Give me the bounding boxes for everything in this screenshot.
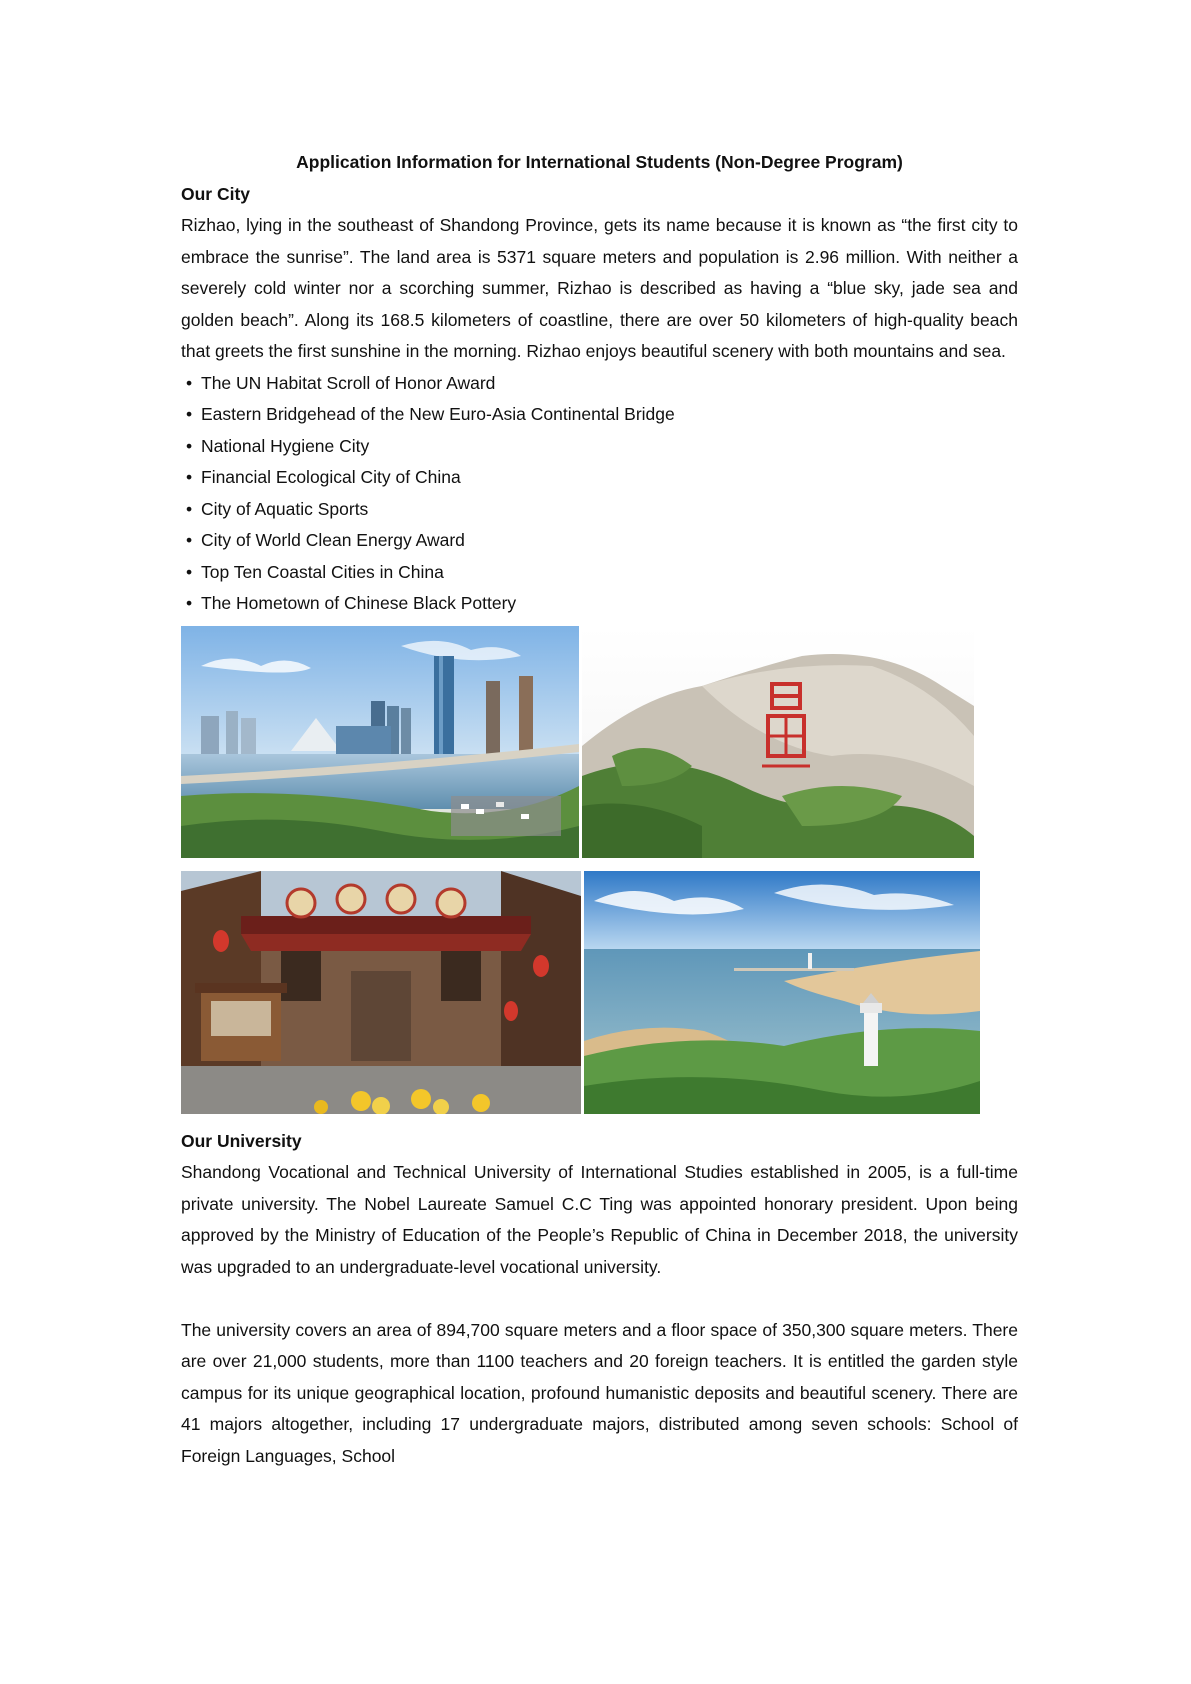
city-skyline-photo (181, 626, 579, 858)
bullet-icon: • (186, 593, 193, 613)
city-photo-grid (181, 626, 981, 1120)
honor-label: Top Ten Coastal Cities in China (201, 561, 444, 582)
bullet-icon: • (186, 530, 193, 550)
honor-label: Eastern Bridgehead of the New Euro-Asia Continental Bridge (201, 404, 675, 424)
city-honors-list (181, 368, 1018, 620)
paragraph-spacer (181, 1283, 1018, 1315)
bullet-icon: • (186, 404, 193, 424)
coastline-lighthouse-photo (584, 871, 980, 1114)
old-town-street-photo (181, 871, 581, 1114)
bullet-icon: • (186, 467, 193, 487)
bullet-icon: • (186, 372, 193, 393)
bullet-icon: • (186, 561, 193, 582)
honor-label: National Hygiene City (201, 435, 370, 456)
list-item (181, 494, 1018, 526)
list-item (181, 368, 1018, 400)
list-item (181, 462, 1018, 494)
honor-label: Financial Ecological City of China (201, 467, 461, 487)
list-item (181, 557, 1018, 589)
mountain-cliff-photo (582, 626, 974, 858)
university-paragraph-2: The university covers an area of 894,700 square meters and a floor space of 350,300 square meters. There are over 21,000 students, more than 1100 teachers and 20 foreign teachers. It is entitled the garden style campus for its unique geographical location, profound humanistic deposits and beautiful scenery. There are 41 majors altogether, including 17 undergraduate majors, distributed among seven schools: School of Foreign Languages, School (181, 1319, 1018, 1466)
document-title: Application Information for International Students (Non-Degree Program) (296, 152, 903, 172)
list-item (181, 399, 1018, 431)
bullet-icon: • (186, 435, 193, 456)
university-paragraph-1: Shandong Vocational and Technical University of International Studies established in 2005, is a full-time private university. The Nobel Laureate Samuel C.C Ting was appointed honorary president. Upon being approved by the Ministry of Education of the People’s Republic of China in December 2018, the university was upgraded to an undergraduate-level vocational university. (181, 1162, 1018, 1277)
bullet-icon: • (186, 498, 193, 519)
city-intro-paragraph: Rizhao, lying in the southeast of Shandong Province, gets its name because it is known as “the first city to embrace the sunrise”. The land area is 5371 square meters and population is 2.96 million. With neither a severely cold winter nor a scorching summer, Rizhao is described as having a “blue sky, jade sea and golden beach”. Along its 168.5 kilometers of coastline, there are over 50 kilometers of high-quality beach that greets the first sunshine in the morning. Rizhao enjoys beautiful scenery with both mountains and sea. (181, 215, 1018, 361)
honor-label: City of World Clean Energy Award (201, 530, 465, 550)
section-heading-our-university: Our University (181, 1130, 302, 1151)
list-item (181, 588, 1018, 620)
honor-label: The Hometown of Chinese Black Pottery (201, 593, 517, 613)
list-item (181, 431, 1018, 463)
document-body (181, 147, 1018, 1472)
section-heading-our-city: Our City (181, 183, 251, 204)
list-item (181, 525, 1018, 557)
honor-label: The UN Habitat Scroll of Honor Award (201, 372, 496, 393)
honor-label: City of Aquatic Sports (201, 498, 369, 519)
